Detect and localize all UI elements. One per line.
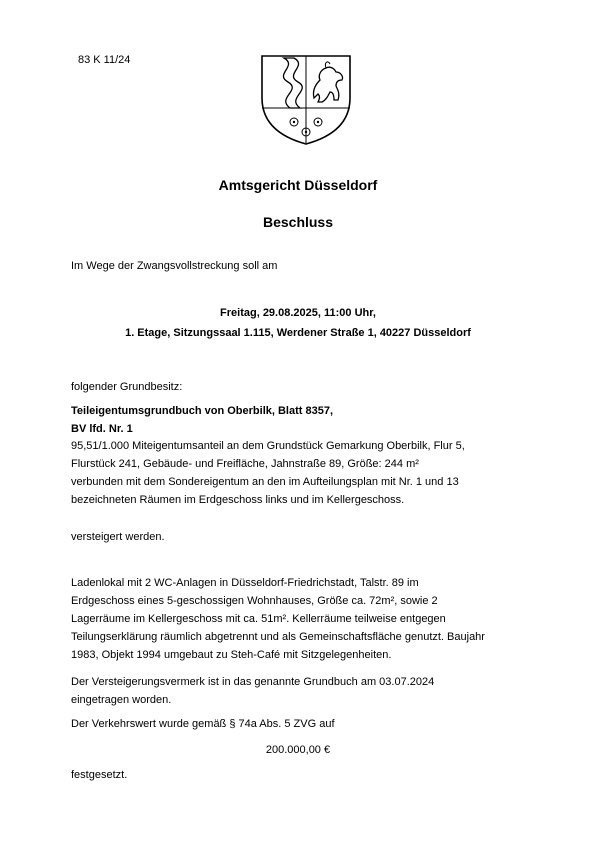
property-intro: folgender Grundbesitz:	[71, 381, 183, 393]
bv-number: BV lfd. Nr. 1	[71, 423, 133, 435]
intro-text: Im Wege der Zwangsvollstreckung soll am	[71, 260, 278, 272]
land-register-block	[71, 402, 531, 438]
document-type: Beschluss	[262, 214, 334, 230]
property-line: bezeichneten Räumen im Erdgeschoss links und im Kellergeschoss.	[71, 494, 405, 506]
court-name: Amtsgericht Düsseldorf	[218, 177, 378, 193]
registration-line: Der Versteigerungsvermerk ist in das genannte Grundbuch am 03.07.2024	[71, 676, 435, 688]
property-line: 95,51/1.000 Miteigentumsanteil an dem Grundstück Gemarkung Oberbilk, Flur 5,	[71, 440, 465, 452]
property-line: verbunden mit dem Sondereigentum an den im Aufteilungsplan mit Nr. 1 und 13	[71, 476, 459, 488]
auctioned-text: versteigert werden.	[71, 531, 165, 543]
property-line: Flurstück 241, Gebäude- und Freifläche, Jahnstraße 89, Größe: 244 m²	[71, 458, 419, 470]
registration-line: eingetragen worden.	[71, 694, 172, 706]
market-value: 200.000,00 €	[265, 744, 331, 756]
registration-note	[71, 673, 531, 709]
value-outro: festgesetzt.	[71, 769, 128, 781]
description-line: Erdgeschoss eines 5-geschossigen Wohnhauses, Größe ca. 72m², sowie 2	[71, 595, 438, 607]
description-line: Lagerräume im Kellergeschoss mit ca. 51m². Kellerräume teilweise entgegen	[71, 613, 446, 625]
property-description	[71, 437, 531, 509]
nrw-coat-of-arms-icon	[254, 46, 358, 146]
description-line: 1983, Objekt 1994 umgebaut zu Steh-Café mit Sitzgelegenheiten.	[71, 649, 392, 661]
land-register: Teileigentumsgrundbuch von Oberbilk, Blatt 8357,	[71, 405, 334, 417]
description-line: Ladenlokal mit 2 WC-Anlagen in Düsseldorf-Friedrichstadt, Talstr. 89 im	[71, 577, 419, 589]
auction-location: 1. Etage, Sitzungssaal 1.115, Werdener Straße 1, 40227 Düsseldorf	[125, 327, 471, 339]
description-line: Teilungserklärung räumlich abgetrennt und als Gemeinschaftsfläche genutzt. Baujahr	[71, 631, 485, 643]
object-description	[71, 574, 531, 664]
auction-date: Freitag, 29.08.2025, 11:00 Uhr,	[220, 307, 376, 319]
value-intro: Der Verkehrswert wurde gemäß § 74a Abs. 5 ZVG auf	[71, 718, 335, 730]
case-number: 83 K 11/24	[78, 54, 131, 66]
